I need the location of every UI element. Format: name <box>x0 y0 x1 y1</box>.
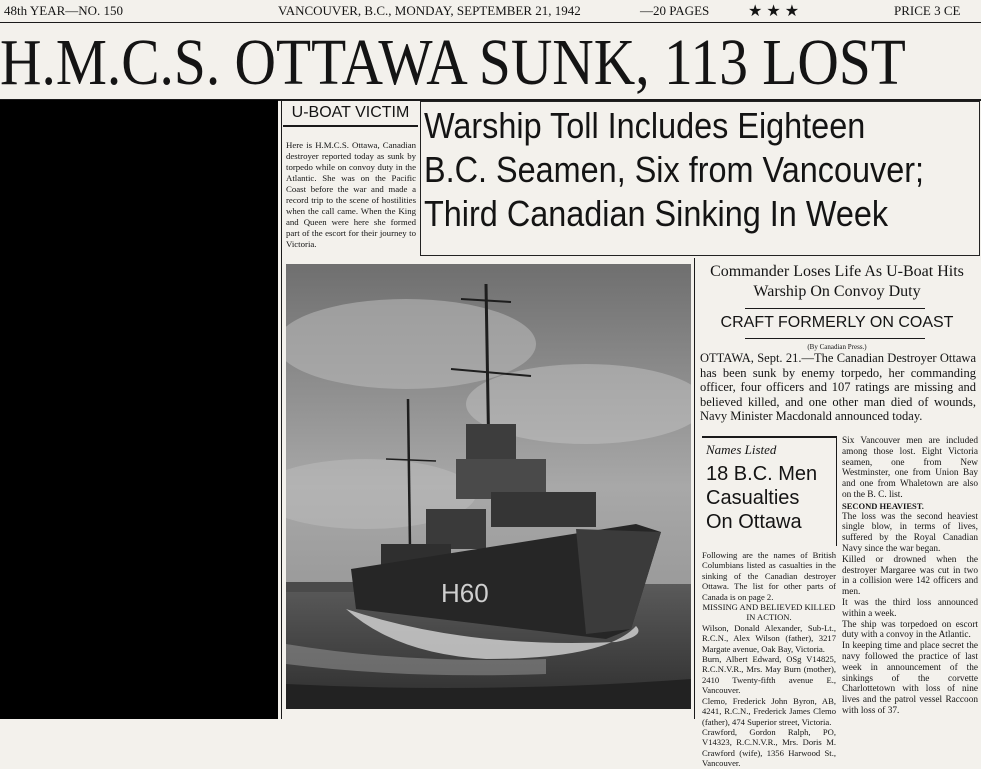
deck-headline <box>424 104 924 236</box>
deck-line-1: Warship Toll Includes Eighteen <box>424 105 866 146</box>
story-paragraph: Killed or drowned when the destroyer Margaree was cut in two in a collision were 142 officers and men. <box>842 554 978 598</box>
story-paragraph: The loss was the second heaviest single blow, in terms of lives, suffered by the Royal Canadian Navy since the war began. <box>842 511 978 554</box>
deck-line-3: Third Canadian Sinking In Week <box>424 193 889 234</box>
story-paragraph: Six Vancouver men are included among those lost. Eight Victoria seamen, one from New Westminster, one from Union Bay and one from Whaletown are also on the B. C. list. <box>842 436 978 500</box>
kicker-rule <box>283 125 418 127</box>
casualty-entry: Burn, Albert Edward, OSg V14825, R.C.N.V.R., Mrs. May Burn (mother), 2410 Twenty-fifth avenue E., Vancouver. <box>702 654 836 696</box>
deck-line-2: B.C. Seamen, Six from Vancouver; <box>424 149 925 190</box>
photo-caption: Here is H.M.C.S. Ottawa, Canadian destroyer reported today as sunk by torpedo while on convoy duty in the Atlantic. She was on the Pacific Coast before the war and made a record trip to the scene of hostilities when the call came. When the King and Queen were here she formed part of the escort for their journey to Victoria. <box>286 140 416 249</box>
casualty-entry: Clemo, Frederick John Byron, AB, 4241, R.C.N., Frederick James Clemo (father), 474 Superior street, Victoria. <box>702 695 836 727</box>
price: PRICE 3 CE <box>894 3 961 18</box>
subhead-line-1: Commander Loses Life As U-Boat Hits <box>710 263 964 280</box>
story-paragraph: It was the third loss announced within a week. <box>842 597 978 619</box>
warship-image <box>286 264 691 709</box>
byline: (By Canadian Press.) <box>807 343 867 351</box>
story-subhead <box>697 262 977 302</box>
names-box-headline <box>706 462 817 534</box>
story-paragraph: In keeping time and place secret the navy followed the practice of last week in announcement of the sinkings of the corvette Charlottetown with loss of nine lives and the patrol vessel Raccoon with loss of 37. <box>842 641 978 716</box>
edition-number: 48th YEAR—NO. 150 <box>4 3 124 18</box>
page-count: —20 PAGES <box>640 3 710 18</box>
subhead-rule <box>745 308 925 309</box>
folio-rule <box>0 22 981 23</box>
casualty-entry: Crawford, Gordon Ralph, PO, V14323, R.C.N.V.R., Mrs. Doris M. Crawford (wife), 1356 Harwood St., Vancouver. <box>702 726 836 769</box>
story-lede: OTTAWA, Sept. 21.—The Canadian Destroyer Ottawa has been sunk by enemy torpedo, her commanding officer, four officers and 107 ratings are missing and believed killed, and one other man died of wounds, Navy Minister Macdonald announced today. <box>700 351 976 423</box>
casualty-entry: Wilson, Donald Alexander, Sub-Lt., R.C.N., Alex Wilson (father), 3217 Margate avenue, Oak Bay, Victoria. <box>702 622 836 654</box>
names-headline-2: Casualties <box>706 487 800 509</box>
story-right-column <box>842 436 978 717</box>
destroyer-photo <box>286 264 691 709</box>
column-rule-middle <box>694 258 695 719</box>
photo-kicker: U-BOAT VICTIM <box>291 104 410 121</box>
hull-number: H60 <box>441 578 489 608</box>
story-crosshead: SECOND HEAVIEST. <box>842 500 924 511</box>
casualty-intro: Following are the names of British Columbians listed as casualties in the sinking of the Canadian destroyer Ottawa. The list for other parts of Canada is on page 2. <box>702 550 836 602</box>
subhead-line-2: Warship On Convoy Duty <box>753 283 921 300</box>
story-paragraph: The ship was torpedoed on escort duty with a convoy in the Atlantic. <box>842 619 978 641</box>
names-headline-1: 18 B.C. Men <box>706 463 818 485</box>
redacted-area <box>0 100 278 719</box>
casualty-list-column <box>702 550 836 769</box>
story-subhead-2: CRAFT FORMERLY ON COAST <box>720 314 954 331</box>
column-rule-left <box>281 101 282 719</box>
dateline: VANCOUVER, B.C., MONDAY, SEPTEMBER 21, 1942 <box>278 3 581 18</box>
names-headline-3: On Ottawa <box>706 511 802 533</box>
banner-headline: H.M.C.S. OTTAWA SUNK, 113 LOST <box>0 26 906 99</box>
edition-stars: ★ ★ ★ <box>748 3 800 20</box>
subhead-rule-2 <box>745 338 925 339</box>
casualty-section: MISSING AND BELIEVED KILLED IN ACTION. <box>702 602 836 623</box>
names-box-tag: Names Listed <box>706 442 777 457</box>
